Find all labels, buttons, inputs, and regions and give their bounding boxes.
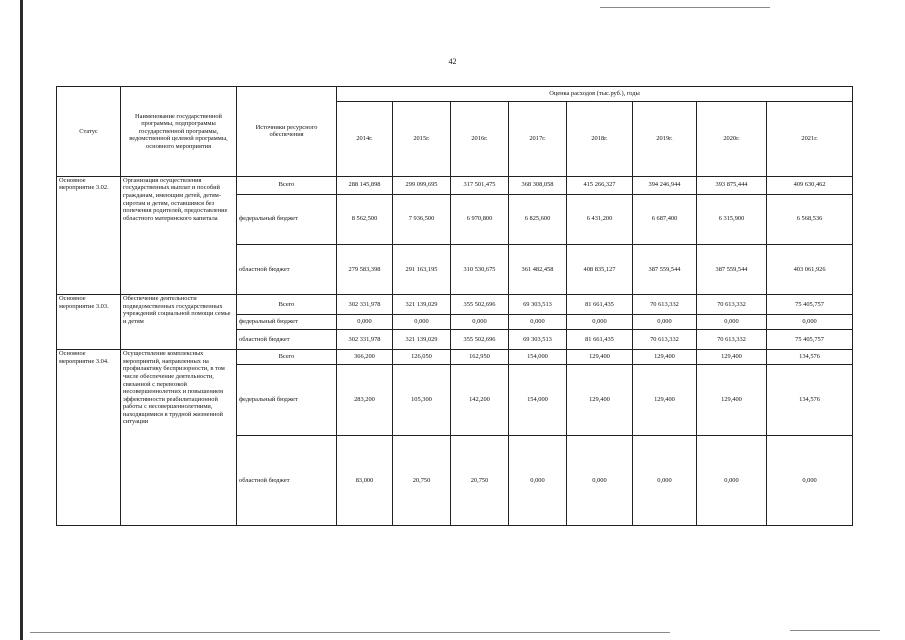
header-name: Наименование государственной программы, подпрограммы государственной программы, ведомственной целевой программы, основного мероприятия [121, 87, 237, 177]
value-cell: 394 246,944 [633, 176, 697, 194]
value-cell: 6 687,400 [633, 194, 697, 244]
value-cell: 321 139,029 [393, 330, 451, 350]
value-cell: 20,750 [451, 436, 509, 526]
value-cell: 387 559,544 [697, 244, 767, 294]
value-cell: 70 613,332 [697, 294, 767, 314]
header-year: 2017г. [509, 101, 567, 176]
value-cell: 408 835,127 [567, 244, 633, 294]
value-cell: 154,000 [509, 364, 567, 435]
value-cell: 361 482,458 [509, 244, 567, 294]
scan-left-edge [20, 0, 23, 640]
row-status: Основное мероприятие 3.03. [57, 294, 121, 349]
value-cell: 0,000 [633, 314, 697, 330]
value-cell: 0,000 [697, 314, 767, 330]
budget-table [56, 86, 853, 526]
row-source: областной бюджет [237, 436, 337, 526]
value-cell: 134,576 [767, 350, 853, 365]
value-cell: 6 825,600 [509, 194, 567, 244]
value-cell: 302 331,978 [337, 294, 393, 314]
value-cell: 0,000 [633, 436, 697, 526]
value-cell: 129,400 [697, 350, 767, 365]
value-cell: 134,576 [767, 364, 853, 435]
row-status: Основное мероприятие 3.02. [57, 176, 121, 294]
value-cell: 288 145,898 [337, 176, 393, 194]
value-cell: 142,200 [451, 364, 509, 435]
value-cell: 6 431,200 [567, 194, 633, 244]
row-source: Всего [237, 294, 337, 314]
row-source: федеральный бюджет [237, 314, 337, 330]
value-cell: 0,000 [567, 436, 633, 526]
value-cell: 154,000 [509, 350, 567, 365]
scan-artifact-top [600, 7, 770, 8]
value-cell: 6 568,536 [767, 194, 853, 244]
scan-artifact-bottom-right [790, 630, 880, 631]
value-cell: 415 266,327 [567, 176, 633, 194]
value-cell: 70 613,332 [697, 330, 767, 350]
value-cell: 321 139,029 [393, 294, 451, 314]
value-cell: 69 303,513 [509, 330, 567, 350]
value-cell: 0,000 [767, 436, 853, 526]
row-name: Организация осуществления государственных выплат и пособий гражданам, имеющим детей, детям-сиротам и детям, оставшимся без попечения родителей, предоставление областного материнского капитала [121, 176, 237, 294]
header-year: 2019г. [633, 101, 697, 176]
value-cell: 355 502,696 [451, 330, 509, 350]
value-cell: 75 405,757 [767, 294, 853, 314]
row-name: Обеспечение деятельности подведомственных государственных учреждений социальной помощи семье и детям [121, 294, 237, 349]
value-cell: 105,300 [393, 364, 451, 435]
row-source: федеральный бюджет [237, 194, 337, 244]
value-cell: 0,000 [567, 314, 633, 330]
value-cell: 20,750 [393, 436, 451, 526]
row-source: Всего [237, 350, 337, 365]
value-cell: 368 308,058 [509, 176, 567, 194]
value-cell: 279 583,398 [337, 244, 393, 294]
value-cell: 0,000 [509, 436, 567, 526]
page-number: 42 [448, 57, 457, 66]
header-year: 2018г. [567, 101, 633, 176]
header-row-1 [57, 87, 853, 102]
table-row [57, 294, 853, 314]
table-row [57, 176, 853, 194]
header-year: 2021г. [767, 101, 853, 176]
value-cell: 387 559,544 [633, 244, 697, 294]
table-row [57, 350, 853, 365]
value-cell: 83,000 [337, 436, 393, 526]
scan-artifact-bottom [30, 632, 670, 633]
value-cell: 6 315,900 [697, 194, 767, 244]
value-cell: 70 613,332 [633, 294, 697, 314]
row-source: областной бюджет [237, 330, 337, 350]
row-source: областной бюджет [237, 244, 337, 294]
value-cell: 366,200 [337, 350, 393, 365]
value-cell: 393 875,444 [697, 176, 767, 194]
value-cell: 0,000 [509, 314, 567, 330]
value-cell: 403 061,926 [767, 244, 853, 294]
row-name: Осуществление комплексных мероприятий, направленных на профилактику беспризорности, в том числе обеспечение деятельности, связанной с перевозкой несовершеннолетних и повышением эффективности реабилитационной работы с несовершеннолетними, находящимися в трудной жизненной ситуации [121, 350, 237, 526]
header-year: 2016г. [451, 101, 509, 176]
value-cell: 129,400 [633, 350, 697, 365]
value-cell: 70 613,332 [633, 330, 697, 350]
value-cell: 75 405,757 [767, 330, 853, 350]
value-cell: 0,000 [451, 314, 509, 330]
row-source: федеральный бюджет [237, 364, 337, 435]
header-year: 2015г. [393, 101, 451, 176]
value-cell: 129,400 [633, 364, 697, 435]
row-source: Всего [237, 176, 337, 194]
value-cell: 162,950 [451, 350, 509, 365]
header-status: Статус [57, 87, 121, 177]
value-cell: 81 661,435 [567, 294, 633, 314]
value-cell: 355 502,696 [451, 294, 509, 314]
value-cell: 317 501,475 [451, 176, 509, 194]
header-source: Источники ресурсного обеспечения [237, 87, 337, 177]
value-cell: 0,000 [697, 436, 767, 526]
value-cell: 69 303,513 [509, 294, 567, 314]
value-cell: 8 562,500 [337, 194, 393, 244]
value-cell: 409 630,462 [767, 176, 853, 194]
value-cell: 283,200 [337, 364, 393, 435]
header-year: 2014г. [337, 101, 393, 176]
value-cell: 7 936,500 [393, 194, 451, 244]
value-cell: 291 163,195 [393, 244, 451, 294]
value-cell: 126,050 [393, 350, 451, 365]
value-cell: 299 099,695 [393, 176, 451, 194]
value-cell: 302 331,978 [337, 330, 393, 350]
value-cell: 6 970,800 [451, 194, 509, 244]
value-cell: 0,000 [767, 314, 853, 330]
value-cell: 81 661,435 [567, 330, 633, 350]
value-cell: 129,400 [697, 364, 767, 435]
row-status: Основное мероприятие 3.04. [57, 350, 121, 526]
header-estimate: Оценка расходов (тыс.руб.), годы [337, 87, 853, 102]
value-cell: 0,000 [337, 314, 393, 330]
value-cell: 129,400 [567, 350, 633, 365]
budget-sheet [56, 86, 852, 526]
value-cell: 310 530,675 [451, 244, 509, 294]
value-cell: 129,400 [567, 364, 633, 435]
value-cell: 0,000 [393, 314, 451, 330]
header-year: 2020г. [697, 101, 767, 176]
